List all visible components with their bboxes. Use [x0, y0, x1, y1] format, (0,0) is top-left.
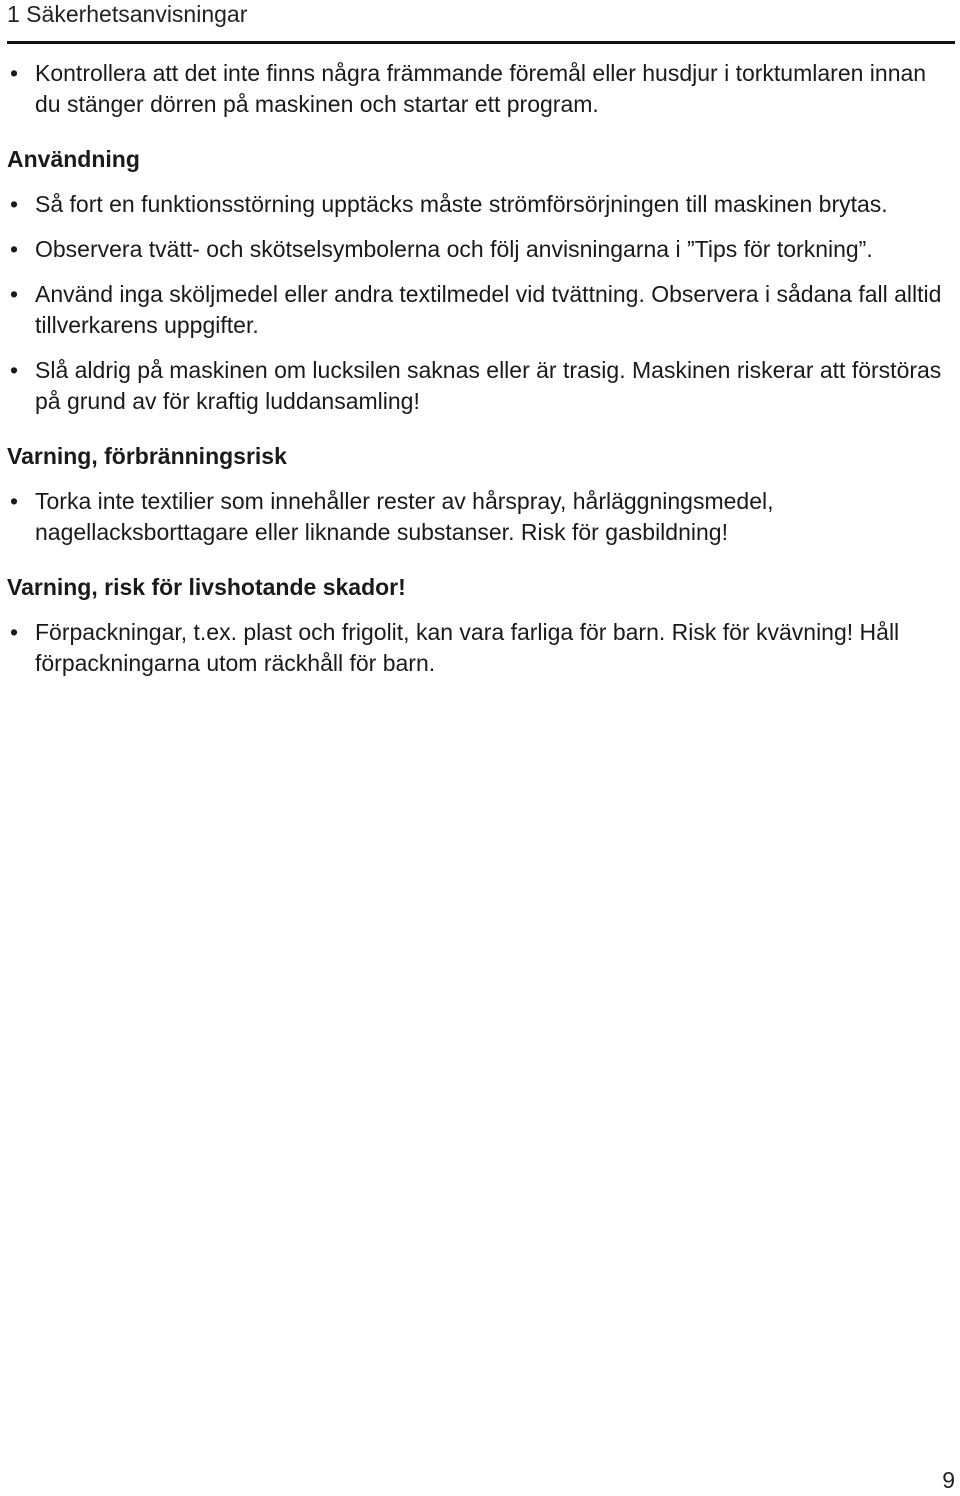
- document-body: [7, 58, 947, 693]
- bullet-icon: •: [9, 357, 19, 383]
- list-item: [7, 279, 947, 341]
- list-item: [7, 355, 947, 417]
- list-item-text: Kontrollera att det inte finns några främmande föremål eller husdjur i torktumlaren innan du stänger dörren på maskinen och startar ett program.: [35, 60, 927, 117]
- bullet-icon: •: [9, 60, 19, 86]
- list-item-text: Förpackningar, t.ex. plast och frigolit, kan vara farliga för barn. Risk för kvävning! Håll förpackningarna utom räckhåll för barn.: [35, 619, 900, 676]
- bullet-icon: •: [9, 281, 19, 307]
- list-item-text: Använd inga sköljmedel eller andra textilmedel vid tvättning. Observera i sådana fall alltid tillverkarens uppgifter.: [35, 281, 942, 338]
- list-item-text: Slå aldrig på maskinen om lucksilen saknas eller är trasig. Maskinen riskerar att förstöras på grund av för kraftig luddansamling!: [35, 357, 942, 414]
- list-item: [7, 189, 947, 220]
- list-item: [7, 617, 947, 679]
- bullet-icon: •: [9, 191, 19, 217]
- section-heading-anvandning: Användning: [7, 146, 140, 172]
- page-number: 9: [942, 1467, 955, 1493]
- section-heading-burn-warning: Varning, förbränningsrisk: [7, 443, 287, 469]
- list-item: [7, 486, 947, 548]
- list-item: [7, 234, 947, 265]
- list-item-text: Så fort en funktionsstörning upptäcks måste strömförsörjningen till maskinen brytas.: [35, 191, 888, 217]
- page-header-title: 1 Säkerhetsanvisningar: [7, 1, 248, 27]
- bullet-icon: •: [9, 488, 19, 514]
- list-item-text: Observera tvätt- och skötselsymbolerna och följ anvisningarna i ”Tips för torkning”.: [35, 236, 873, 262]
- bullet-icon: •: [9, 236, 19, 262]
- bullet-icon: •: [9, 619, 19, 645]
- section-heading-life-threat-warning: Varning, risk för livshotande skador!: [7, 574, 406, 600]
- header-divider: [7, 41, 955, 44]
- list-item-text: Torka inte textilier som innehåller rester av hårspray, hårläggningsmedel, nagellacksborttagare eller liknande substanser. Risk för gasbildning!: [35, 488, 774, 545]
- list-item: [7, 58, 947, 120]
